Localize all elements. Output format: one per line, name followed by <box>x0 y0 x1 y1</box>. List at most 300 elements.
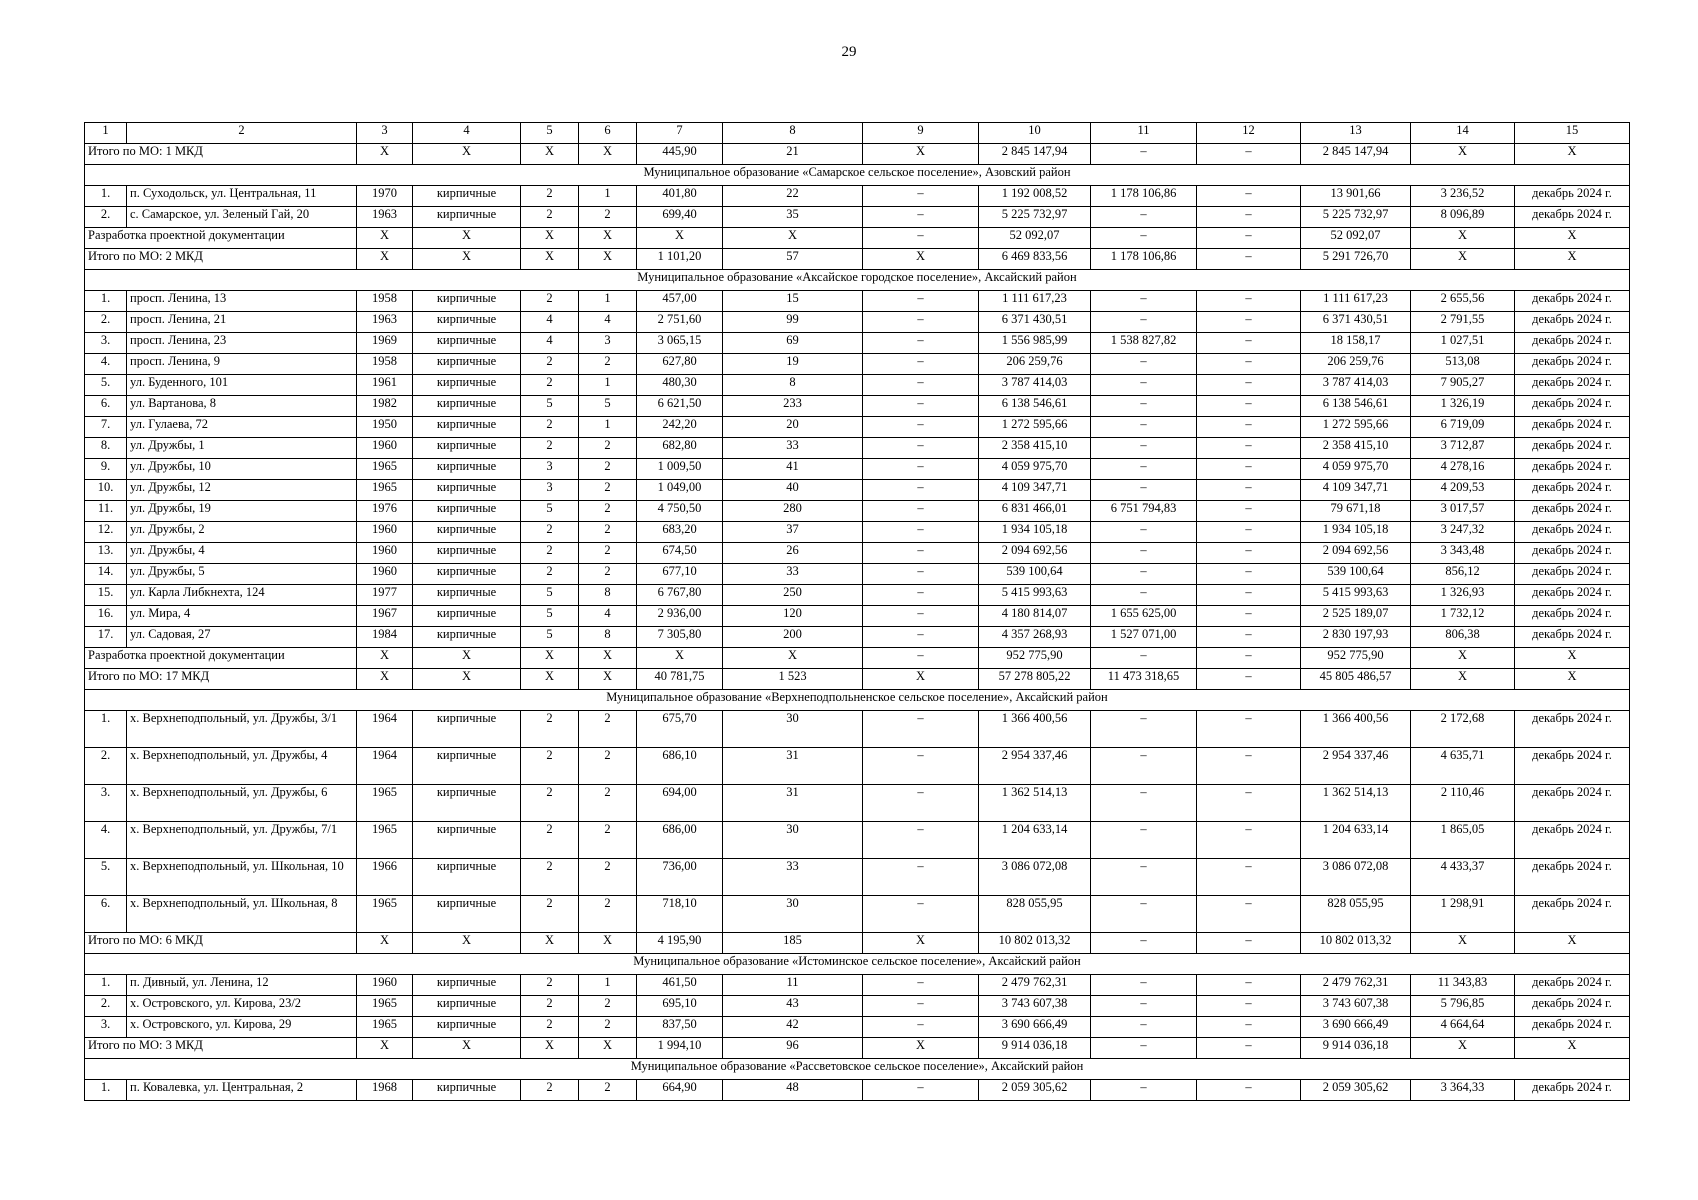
table-cell: – <box>863 859 979 896</box>
table-cell: кирпичные <box>413 480 521 501</box>
table-cell: 8 <box>579 585 637 606</box>
table-cell: – <box>863 438 979 459</box>
table-cell: 5 415 993,63 <box>979 585 1091 606</box>
table-cell: 5 796,85 <box>1411 996 1515 1017</box>
address-cell: с. Самарское, ул. Зеленый Гай, 20 <box>127 207 357 228</box>
table-cell: 664,90 <box>637 1080 723 1101</box>
table-cell: 3 343,48 <box>1411 543 1515 564</box>
table-cell: Х <box>863 669 979 690</box>
row-number: 5. <box>85 859 127 896</box>
address-cell: ул. Мира, 4 <box>127 606 357 627</box>
table-cell: Х <box>357 249 413 270</box>
table-cell: 2 <box>579 438 637 459</box>
table-cell: – <box>1197 459 1301 480</box>
section-title: Муниципальное образование «Истоминское сельское поселение», Аксайский район <box>85 954 1630 975</box>
table-cell: декабрь 2024 г. <box>1515 785 1630 822</box>
table-cell: – <box>863 459 979 480</box>
table-cell: 2 <box>521 785 579 822</box>
total-row <box>85 669 1630 690</box>
table-cell: 7 305,80 <box>637 627 723 648</box>
table-cell: 2 <box>521 417 579 438</box>
table-cell: 21 <box>723 144 863 165</box>
table-cell: 1963 <box>357 207 413 228</box>
table-cell: 3 086 072,08 <box>1301 859 1411 896</box>
table-cell: Х <box>723 648 863 669</box>
table-cell: 1960 <box>357 564 413 585</box>
table-cell: 2 <box>579 1017 637 1038</box>
table-cell: кирпичные <box>413 564 521 585</box>
table-cell: 2 <box>579 543 637 564</box>
total-label: Разработка проектной документации <box>85 228 357 249</box>
table-cell: 539 100,64 <box>1301 564 1411 585</box>
section-row <box>85 1059 1630 1080</box>
table-cell: – <box>863 480 979 501</box>
table-cell: 4 635,71 <box>1411 748 1515 785</box>
table-cell: – <box>1091 1038 1197 1059</box>
table-row <box>85 822 1630 859</box>
table-cell: 1967 <box>357 606 413 627</box>
table-cell: 1960 <box>357 975 413 996</box>
table-cell: 10 802 013,32 <box>979 933 1091 954</box>
row-number: 10. <box>85 480 127 501</box>
table-row <box>85 543 1630 564</box>
table-cell: 1 009,50 <box>637 459 723 480</box>
address-cell: ул. Дружбы, 2 <box>127 522 357 543</box>
table-cell: 1 272 595,66 <box>1301 417 1411 438</box>
table-cell: 5 <box>521 585 579 606</box>
table-cell: Х <box>521 669 579 690</box>
row-number: 3. <box>85 785 127 822</box>
table-cell: 2 <box>579 354 637 375</box>
table-cell: 2 <box>521 354 579 375</box>
table-cell: декабрь 2024 г. <box>1515 748 1630 785</box>
table-cell: Х <box>863 1038 979 1059</box>
table-cell: декабрь 2024 г. <box>1515 186 1630 207</box>
table-cell: кирпичные <box>413 975 521 996</box>
table-cell: 2 <box>521 207 579 228</box>
table-cell: 26 <box>723 543 863 564</box>
table-cell: 694,00 <box>637 785 723 822</box>
total-row <box>85 648 1630 669</box>
table-cell: – <box>1197 606 1301 627</box>
table-cell: – <box>1197 585 1301 606</box>
table-cell: 233 <box>723 396 863 417</box>
table-cell: декабрь 2024 г. <box>1515 333 1630 354</box>
table-cell: кирпичные <box>413 396 521 417</box>
total-label: Итого по МО: 3 МКД <box>85 1038 357 1059</box>
table-cell: кирпичные <box>413 996 521 1017</box>
table-cell: 2 <box>521 564 579 585</box>
column-number-header: 6 <box>579 123 637 144</box>
address-cell: п. Дивный, ул. Ленина, 12 <box>127 975 357 996</box>
table-cell: 2 <box>579 822 637 859</box>
section-row <box>85 165 1630 186</box>
table-cell: 30 <box>723 822 863 859</box>
column-number-header: 8 <box>723 123 863 144</box>
table-cell: 250 <box>723 585 863 606</box>
table-cell: 2 845 147,94 <box>979 144 1091 165</box>
table-cell: – <box>863 333 979 354</box>
table-cell: 1 934 105,18 <box>1301 522 1411 543</box>
table-cell: кирпичные <box>413 543 521 564</box>
table-cell: 2 094 692,56 <box>979 543 1091 564</box>
table-cell: 2 <box>521 522 579 543</box>
table-cell: 1977 <box>357 585 413 606</box>
table-cell: 3 086 072,08 <box>979 859 1091 896</box>
table-cell: – <box>1197 859 1301 896</box>
table-cell: – <box>1197 312 1301 333</box>
table-cell: – <box>863 501 979 522</box>
table-cell: 9 914 036,18 <box>979 1038 1091 1059</box>
row-number: 6. <box>85 396 127 417</box>
table-cell: 1 192 008,52 <box>979 186 1091 207</box>
table-cell: 1963 <box>357 312 413 333</box>
table-cell: Х <box>1515 249 1630 270</box>
table-cell: 40 <box>723 480 863 501</box>
address-cell: ул. Дружбы, 1 <box>127 438 357 459</box>
table-cell: 1 <box>579 186 637 207</box>
table-cell: – <box>1197 333 1301 354</box>
table-body <box>85 123 1630 1101</box>
table-cell: 1958 <box>357 291 413 312</box>
row-number: 17. <box>85 627 127 648</box>
table-cell: 1966 <box>357 859 413 896</box>
row-number: 12. <box>85 522 127 543</box>
table-cell: Х <box>521 249 579 270</box>
table-cell: 96 <box>723 1038 863 1059</box>
table-cell: 2 479 762,31 <box>979 975 1091 996</box>
table-cell: 1 994,10 <box>637 1038 723 1059</box>
table-cell: 2 172,68 <box>1411 711 1515 748</box>
table-cell: 1 204 633,14 <box>1301 822 1411 859</box>
table-cell: – <box>863 417 979 438</box>
table-cell: 2 655,56 <box>1411 291 1515 312</box>
table-cell: 33 <box>723 859 863 896</box>
table-cell: 2 479 762,31 <box>1301 975 1411 996</box>
table-cell: 5 225 732,97 <box>1301 207 1411 228</box>
table-cell: 837,50 <box>637 1017 723 1038</box>
table-cell: 2 <box>521 859 579 896</box>
table-cell: Х <box>637 228 723 249</box>
table-cell: декабрь 2024 г. <box>1515 1080 1630 1101</box>
table-row <box>85 1080 1630 1101</box>
address-cell: просп. Ленина, 21 <box>127 312 357 333</box>
table-cell: – <box>1091 543 1197 564</box>
table-cell: Х <box>357 228 413 249</box>
table-cell: кирпичные <box>413 186 521 207</box>
table-row <box>85 396 1630 417</box>
table-cell: Х <box>413 1038 521 1059</box>
table-cell: Х <box>521 144 579 165</box>
table-cell: 4 180 814,07 <box>979 606 1091 627</box>
table-cell: 18 158,17 <box>1301 333 1411 354</box>
table-cell: 1 362 514,13 <box>1301 785 1411 822</box>
table-cell: – <box>1091 228 1197 249</box>
row-number: 4. <box>85 354 127 375</box>
table-cell: Х <box>579 1038 637 1059</box>
column-number-header: 12 <box>1197 123 1301 144</box>
row-number: 16. <box>85 606 127 627</box>
table-cell: 4 <box>579 606 637 627</box>
table-cell: 1 366 400,56 <box>979 711 1091 748</box>
table-cell: – <box>1197 822 1301 859</box>
table-cell: 48 <box>723 1080 863 1101</box>
table-cell: 3 017,57 <box>1411 501 1515 522</box>
table-cell: 19 <box>723 354 863 375</box>
table-cell: – <box>1197 933 1301 954</box>
table-cell: 1965 <box>357 1017 413 1038</box>
table-row <box>85 186 1630 207</box>
table-cell: декабрь 2024 г. <box>1515 501 1630 522</box>
table-cell: 40 781,75 <box>637 669 723 690</box>
table-cell: декабрь 2024 г. <box>1515 896 1630 933</box>
table-cell: 3 <box>521 459 579 480</box>
table-cell: 2 <box>579 785 637 822</box>
table-cell: – <box>1197 996 1301 1017</box>
address-cell: х. Верхнеподпольный, ул. Школьная, 8 <box>127 896 357 933</box>
table-cell: 695,10 <box>637 996 723 1017</box>
section-title: Муниципальное образование «Рассветовское сельское поселение», Аксайский район <box>85 1059 1630 1080</box>
table-cell: 6 621,50 <box>637 396 723 417</box>
table-cell: 4 664,64 <box>1411 1017 1515 1038</box>
table-cell: – <box>1197 1038 1301 1059</box>
housing-table <box>84 122 1630 1101</box>
table-cell: 2 830 197,93 <box>1301 627 1411 648</box>
table-cell: кирпичные <box>413 748 521 785</box>
table-cell: декабрь 2024 г. <box>1515 375 1630 396</box>
address-cell: х. Островского, ул. Кирова, 29 <box>127 1017 357 1038</box>
table-cell: 682,80 <box>637 438 723 459</box>
table-cell: 2 <box>579 564 637 585</box>
table-cell: 3 690 666,49 <box>979 1017 1091 1038</box>
column-number-header: 10 <box>979 123 1091 144</box>
table-cell: 6 719,09 <box>1411 417 1515 438</box>
table-cell: 120 <box>723 606 863 627</box>
table-cell: – <box>1197 522 1301 543</box>
table-cell: 9 914 036,18 <box>1301 1038 1411 1059</box>
table-cell: 4 278,16 <box>1411 459 1515 480</box>
table-cell: 1982 <box>357 396 413 417</box>
table-cell: 6 371 430,51 <box>979 312 1091 333</box>
table-cell: 1 732,12 <box>1411 606 1515 627</box>
table-cell: 1 366 400,56 <box>1301 711 1411 748</box>
address-cell: п. Суходольск, ул. Центральная, 11 <box>127 186 357 207</box>
table-cell: Х <box>413 669 521 690</box>
table-row <box>85 975 1630 996</box>
total-label: Разработка проектной документации <box>85 648 357 669</box>
table-cell: 5 <box>579 396 637 417</box>
table-cell: 1 865,05 <box>1411 822 1515 859</box>
table-cell: 4 195,90 <box>637 933 723 954</box>
table-cell: 539 100,64 <box>979 564 1091 585</box>
table-cell: 4 <box>579 312 637 333</box>
table-cell: 1984 <box>357 627 413 648</box>
total-label: Итого по МО: 1 МКД <box>85 144 357 165</box>
table-cell: 2 <box>521 822 579 859</box>
table-cell: 480,30 <box>637 375 723 396</box>
table-cell: 3 743 607,38 <box>1301 996 1411 1017</box>
table-cell: 11 <box>723 975 863 996</box>
header-row <box>85 123 1630 144</box>
table-cell: – <box>863 975 979 996</box>
table-cell: – <box>863 186 979 207</box>
table-cell: – <box>863 648 979 669</box>
table-cell: – <box>863 896 979 933</box>
table-cell: 5 415 993,63 <box>1301 585 1411 606</box>
column-number-header: 14 <box>1411 123 1515 144</box>
table-cell: 2 <box>521 1080 579 1101</box>
table-cell: – <box>863 564 979 585</box>
table-cell: 6 767,80 <box>637 585 723 606</box>
table-cell: 20 <box>723 417 863 438</box>
table-cell: Х <box>579 249 637 270</box>
table-cell: 3 065,15 <box>637 333 723 354</box>
column-number-header: 15 <box>1515 123 1630 144</box>
table-cell: 2 <box>521 896 579 933</box>
table-cell: 2 791,55 <box>1411 312 1515 333</box>
address-cell: просп. Ленина, 13 <box>127 291 357 312</box>
table-cell: кирпичные <box>413 606 521 627</box>
column-number-header: 5 <box>521 123 579 144</box>
table-cell: декабрь 2024 г. <box>1515 354 1630 375</box>
table-cell: 242,20 <box>637 417 723 438</box>
table-cell: – <box>1197 144 1301 165</box>
table-cell: – <box>863 1080 979 1101</box>
table-cell: 41 <box>723 459 863 480</box>
table-cell: Х <box>579 228 637 249</box>
table-cell: 3 <box>521 480 579 501</box>
table-cell: 2 059 305,62 <box>1301 1080 1411 1101</box>
table-cell: Х <box>1515 144 1630 165</box>
table-cell: – <box>863 606 979 627</box>
table-cell: – <box>1197 480 1301 501</box>
table-row <box>85 501 1630 522</box>
table-cell: кирпичные <box>413 585 521 606</box>
table-cell: – <box>1197 669 1301 690</box>
table-cell: 11 473 318,65 <box>1091 669 1197 690</box>
table-cell: – <box>863 627 979 648</box>
table-cell: 2 954 337,46 <box>979 748 1091 785</box>
row-number: 1. <box>85 711 127 748</box>
table-row <box>85 585 1630 606</box>
row-number: 2. <box>85 207 127 228</box>
table-cell: – <box>1197 711 1301 748</box>
table-cell: Х <box>579 144 637 165</box>
table-cell: 1 538 827,82 <box>1091 333 1197 354</box>
table-cell: 1 111 617,23 <box>1301 291 1411 312</box>
table-cell: 1965 <box>357 822 413 859</box>
table-cell: – <box>1091 480 1197 501</box>
table-cell: декабрь 2024 г. <box>1515 291 1630 312</box>
table-cell: 2 <box>521 186 579 207</box>
table-cell: 33 <box>723 564 863 585</box>
address-cell: ул. Вартанова, 8 <box>127 396 357 417</box>
column-number-header: 11 <box>1091 123 1197 144</box>
table-cell: – <box>1197 785 1301 822</box>
table-row <box>85 291 1630 312</box>
table-cell: Х <box>1411 669 1515 690</box>
column-number-header: 4 <box>413 123 521 144</box>
table-cell: – <box>1197 438 1301 459</box>
table-cell: 401,80 <box>637 186 723 207</box>
table-cell: 42 <box>723 1017 863 1038</box>
table-cell: – <box>1197 228 1301 249</box>
table-cell: Х <box>521 648 579 669</box>
table-cell: 1 049,00 <box>637 480 723 501</box>
table-cell: – <box>1091 564 1197 585</box>
address-cell: х. Верхнеподпольный, ул. Дружбы, 4 <box>127 748 357 785</box>
table-cell: 2 936,00 <box>637 606 723 627</box>
table-cell: – <box>1197 564 1301 585</box>
table-cell: 1 556 985,99 <box>979 333 1091 354</box>
table-row <box>85 1017 1630 1038</box>
column-number-header: 9 <box>863 123 979 144</box>
address-cell: ул. Дружбы, 19 <box>127 501 357 522</box>
table-cell: 718,10 <box>637 896 723 933</box>
table-cell: – <box>1091 312 1197 333</box>
table-cell: 2 751,60 <box>637 312 723 333</box>
table-row <box>85 564 1630 585</box>
table-cell: 2 <box>521 1017 579 1038</box>
address-cell: ул. Буденного, 101 <box>127 375 357 396</box>
table-cell: 2 <box>521 748 579 785</box>
table-cell: 457,00 <box>637 291 723 312</box>
table-cell: декабрь 2024 г. <box>1515 312 1630 333</box>
table-cell: 3 247,32 <box>1411 522 1515 543</box>
table-row <box>85 459 1630 480</box>
table-cell: 57 <box>723 249 863 270</box>
table-cell: декабрь 2024 г. <box>1515 207 1630 228</box>
table-cell: – <box>863 711 979 748</box>
table-cell: 2 358 415,10 <box>979 438 1091 459</box>
table-row <box>85 522 1630 543</box>
section-title: Муниципальное образование «Самарское сельское поселение», Азовский район <box>85 165 1630 186</box>
table-cell: 5 <box>521 627 579 648</box>
total-row <box>85 933 1630 954</box>
table-cell: 3 787 414,03 <box>979 375 1091 396</box>
table-cell: – <box>1091 144 1197 165</box>
column-number-header: 2 <box>127 123 357 144</box>
table-cell: – <box>863 996 979 1017</box>
table-cell: 57 278 805,22 <box>979 669 1091 690</box>
row-number: 13. <box>85 543 127 564</box>
table-cell: 2 <box>579 859 637 896</box>
table-cell: – <box>1197 375 1301 396</box>
table-cell: 4 <box>521 312 579 333</box>
table-cell: – <box>1197 627 1301 648</box>
table-cell: – <box>1197 291 1301 312</box>
table-cell: декабрь 2024 г. <box>1515 711 1630 748</box>
section-title: Муниципальное образование «Аксайское городское поселение», Аксайский район <box>85 270 1630 291</box>
table-cell: – <box>1091 522 1197 543</box>
table-cell: Х <box>413 249 521 270</box>
table-cell: 1964 <box>357 711 413 748</box>
table-cell: 3 787 414,03 <box>1301 375 1411 396</box>
table-cell: 2 <box>579 748 637 785</box>
table-cell: – <box>863 585 979 606</box>
table-cell: – <box>863 748 979 785</box>
table-cell: кирпичные <box>413 333 521 354</box>
table-row <box>85 896 1630 933</box>
table-row <box>85 438 1630 459</box>
table-cell: – <box>1197 417 1301 438</box>
table-cell: – <box>1091 1080 1197 1101</box>
table-cell: декабрь 2024 г. <box>1515 396 1630 417</box>
address-cell: ул. Дружбы, 5 <box>127 564 357 585</box>
table-cell: 675,70 <box>637 711 723 748</box>
table-cell: 2 358 415,10 <box>1301 438 1411 459</box>
table-cell: 1970 <box>357 186 413 207</box>
